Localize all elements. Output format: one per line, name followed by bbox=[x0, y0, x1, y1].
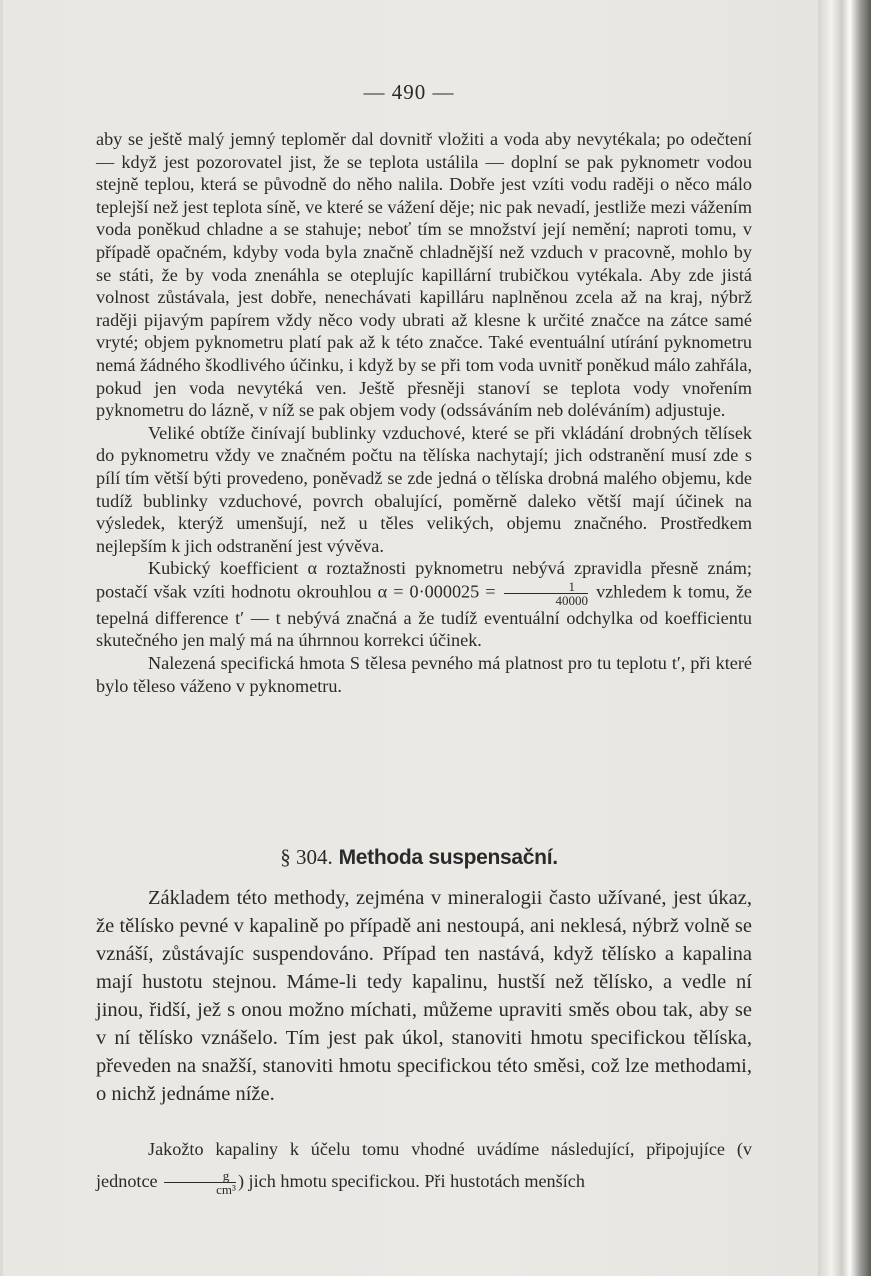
paragraph-specific-mass: Nalezená specifická hmota S tělesa pevného má platnost pro tu teplotu t′, při které bylo těleso váženo v pyknometru. bbox=[96, 653, 752, 696]
book-spine bbox=[818, 0, 871, 1276]
paragraph-pycnometer-filling: aby se ještě malý jemný teploměr dal dovnitř vložiti a voda aby nevytékala; po odečtení — když jest pozorovatel jist, že se teplota ustálila — doplní se pak pyknometr vodou stejně teplou, která se původně do něho nalila. Dobře jest vzíti vodu raději o něco málo teplejší než jest teplota síně, ve které se vážení děje; nic pak nevadí, jestliže mezi vážením voda poněkud chladne a se stahuje; neboť tím se množství její nemění; naproti tomu, v případě opačném, kdyby voda byla značně chladnější než vzduch v pracovně, mohlo by se státi, že by voda znenáhla se oteplujíc kapillární trubičkou vytékala. Aby zde jistá volnost zůstávala, jest dobře, nenechávati kapilláru naplněnou zcela až na kraj, nýbrž raději pijavým papírem vždy něco vody ubrati až klesne k určité značce na zátce samé vryté; objem pyknometru platí pak až k této značce. Také eventuální utírání pyknometru nemá žádného škodlivého účinku, i když by se při tom voda uvnitř poněkud málo zahřála, pokud jen voda nevytéká ven. Ještě přesněji stanoví se teplota vody vnořením pyknometru do lázně, v níž se pak objem vody (odssáváním neb doléváním) adjustuje. bbox=[96, 129, 752, 421]
coefficient-text-after: vzhledem k tomu, že tepelná difference t′ — t nebývá značná a že tudíž eventuální odchylka od koefficientu skutečného jen malý má na úhrnnou korrekci účinek. bbox=[96, 581, 753, 651]
coefficient-text-before: Kubický koefficient α roztažnosti pyknometru nebývá zpravidla přesně znám; postačí však vzíti hodnotu okrouhlou α = 0·000025 = bbox=[96, 558, 752, 602]
paragraph-liquids bbox=[96, 1133, 752, 1197]
fraction-one-over-40000 bbox=[504, 580, 589, 607]
section-number: § 304. bbox=[280, 845, 333, 869]
text-block-lower bbox=[96, 1133, 752, 1197]
liquids-text-before: Jakožto kapaliny k účelu tomu vhodné uvádíme následující, připojujíce (v jednotce bbox=[96, 1139, 752, 1191]
fraction-denominator: 40000 bbox=[555, 592, 589, 608]
unit-fraction-g-per-cm3 bbox=[164, 1169, 236, 1196]
paragraph-expansion-coefficient bbox=[96, 557, 752, 652]
unit-denominator: cm³ bbox=[216, 1182, 236, 1198]
unit-numerator: g bbox=[164, 1169, 236, 1183]
page-edge bbox=[0, 0, 3, 1276]
paragraph-air-bubbles: Veliké obtíže činívají bublinky vzduchové, které se při vkládání drobných tělísek do pyknometru vždy ve značném počtu na tělíska nachytají; jich odstranění musí zde s pílí tím větší býti provedeno, poněvadž se zde jedná o tělíska drobná malého objemu, kde tudíž bublinky vzduchové, povrch obalující, poměrně daleko větší mají účinek na výsledek, kterýž umenšují, než u těles velikých, objemu značného. Prostředkem nejlepším k jich odstranění jest vývěva. bbox=[96, 422, 752, 556]
fraction-numerator: 1 bbox=[504, 580, 589, 594]
text-block-suspension bbox=[96, 884, 752, 1108]
page-number: — 490 — bbox=[363, 80, 455, 104]
section-heading bbox=[0, 845, 838, 870]
text-block-upper bbox=[96, 128, 752, 697]
liquids-text-after: ) jich hmotu specifickou. Při hustotách menších bbox=[237, 1171, 585, 1191]
paragraph-suspension-method: Základem této methody, zejména v mineralogii často užívané, jest úkaz, že tělísko pevné v kapalině po případě ani nestoupá, ani neklesá, nýbrž volně se vznáší, zůstávajíc suspendováno. Případ ten nastává, když tělísko a kapalina mají hustotu stejnou. Máme-li tedy kapalinu, hustší než tělísko, a vedle ní jinou, řidší, jež s onou možno míchati, můžeme upraviti směs obou tak, aby se v ní tělísko vznášelo. Tím jest pak úkol, stanoviti hmotu specifickou tělíska, převeden na snažší, stanoviti hmotu specifickou této směsi, což lze methodami, o nichž jednáme níže. bbox=[96, 887, 752, 1105]
section-title: Methoda suspensační. bbox=[338, 846, 558, 869]
